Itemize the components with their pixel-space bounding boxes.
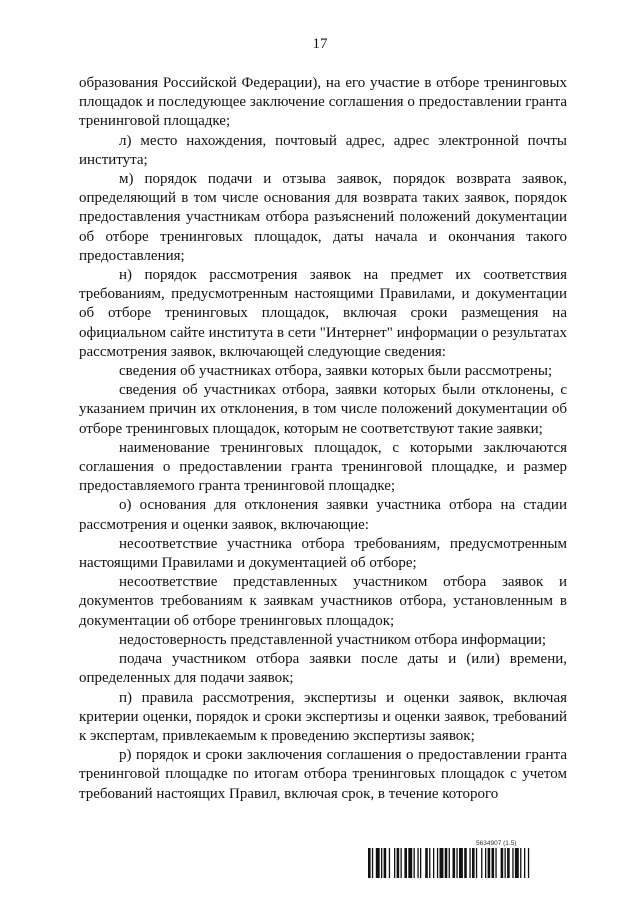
paragraph: п) правила рассмотрения, экспертизы и оценки заявок, включая критерии оценки, порядок и сроки экспертизы и оценки заявок, требований к экспертам, привлекаемым к проведению экспертизы заявок; bbox=[79, 689, 567, 744]
paragraph: несоответствие представленных участником отбора заявок и документов требованиям к заявкам участников отбора, установленным в документации об отборе тренинговых площадок; bbox=[79, 574, 567, 629]
barcode-icon bbox=[368, 848, 580, 878]
document-body bbox=[79, 74, 567, 804]
paragraph: м) порядок подачи и отзыва заявок, порядок возврата заявок, определяющий в том числе основания для возврата таких заявок, порядок предоставления участникам отбора разъяснений положений документации об отборе тренинговых площадок, даты начала и окончания такого предоставления; bbox=[79, 171, 567, 264]
paragraph: образования Российской Федерации), на его участие в отборе тренинговых площадок и последующее заключение соглашения о предоставлении гранта тренинговой площадке; bbox=[79, 75, 567, 130]
paragraph: о) основания для отклонения заявки участника отбора на стадии рассмотрения и оценки заявок, включающие: bbox=[79, 497, 567, 533]
paragraph: недостоверность представленной участником отбора информации; bbox=[119, 631, 547, 648]
paragraph: подача участником отбора заявки после даты и (или) времени, определенных для подачи заявок; bbox=[79, 651, 567, 687]
paragraph: р) порядок и сроки заключения соглашения о предоставлении гранта тренинговой площадке по итогам отбора тренинговых площадок с учетом требований настоящих Правил, включая срок, в течение которого bbox=[79, 747, 567, 802]
paragraph: сведения об участниках отбора, заявки которых были рассмотрены; bbox=[119, 363, 553, 380]
paragraph: наименование тренинговых площадок, с которыми заключаются соглашения о предоставлении гранта тренинговой площадке, и размер предоставляемого гранта тренинговой площадке; bbox=[79, 439, 567, 495]
paragraph: л) место нахождения, почтовый адрес, адрес электронной почты института; bbox=[79, 132, 567, 168]
barcode-block bbox=[368, 840, 580, 880]
paragraph: несоответствие участника отбора требованиям, предусмотренным настоящими Правилами и документацией об отборе; bbox=[79, 535, 567, 572]
barcode-code: 5634907 (1.5) bbox=[476, 840, 517, 847]
paragraph: н) порядок рассмотрения заявок на предмет их соответствия требованиям, предусмотренным настоящими Правилами, и документации об отборе тренинговых площадок, включая сроки размещения на официальном сайте института в сети "Интернет" информации о результатах рассмотрения заявок, включающей следующие сведения: bbox=[79, 267, 567, 360]
page-number: 17 bbox=[312, 36, 328, 52]
paragraph: сведения об участниках отбора, заявки которых были отклонены, с указанием причин их отклонения, в том числе положений документации об отборе тренинговых площадок, которым не соответствуют такие заявки; bbox=[79, 382, 567, 437]
